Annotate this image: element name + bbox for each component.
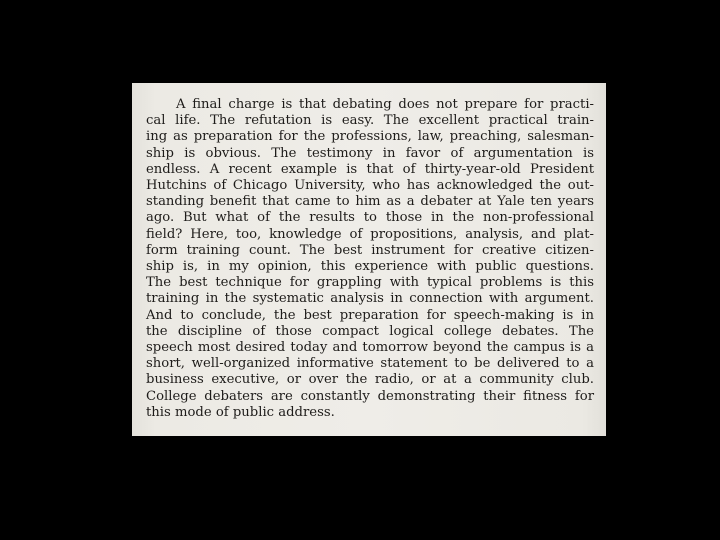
text-line: College debaters are constantly demonstrating their fitness for (146, 388, 594, 404)
text-line: endless. A recent example is that of thirty-year-old President (146, 161, 594, 177)
text-line: standing benefit that came to him as a debater at Yale ten years (146, 194, 594, 210)
text-line: business executive, or over the radio, or at a community club. (146, 372, 594, 388)
text-line: And to conclude, the best preparation for speech-making is in (146, 307, 594, 323)
text-line: ship is, in my opinion, this experience with public questions. (146, 259, 594, 275)
text-line: form training count. The best instrument for creative citizen- (146, 242, 594, 258)
text-line: Hutchins of Chicago University, who has acknowledged the out- (146, 178, 594, 194)
text-line: this mode of public address. (146, 404, 335, 420)
text-line: ing as preparation for the professions, law, preaching, salesman- (146, 129, 594, 145)
text-line: the discipline of those compact logical college debates. The (146, 323, 594, 339)
text-line: The best technique for grappling with typical problems is this (146, 275, 594, 291)
text-line: ago. But what of the results to those in the non-professional (146, 210, 594, 226)
text-line: short, well-organized informative statement to be delivered to a (146, 356, 594, 372)
text-line: A final charge is that debating does not prepare for practi- (176, 97, 594, 112)
text-line: ship is obvious. The testimony in favor of argumentation is (146, 145, 594, 161)
paragraph (146, 97, 594, 421)
text-line: cal life. The refutation is easy. The excellent practical train- (146, 113, 594, 129)
scanned-text-excerpt (132, 83, 606, 436)
text-line: training in the systematic analysis in connection with argument. (146, 291, 594, 307)
text-line: speech most desired today and tomorrow beyond the campus is a (146, 340, 594, 356)
text-line: field? Here, too, knowledge of propositions, analysis, and plat- (146, 226, 594, 242)
